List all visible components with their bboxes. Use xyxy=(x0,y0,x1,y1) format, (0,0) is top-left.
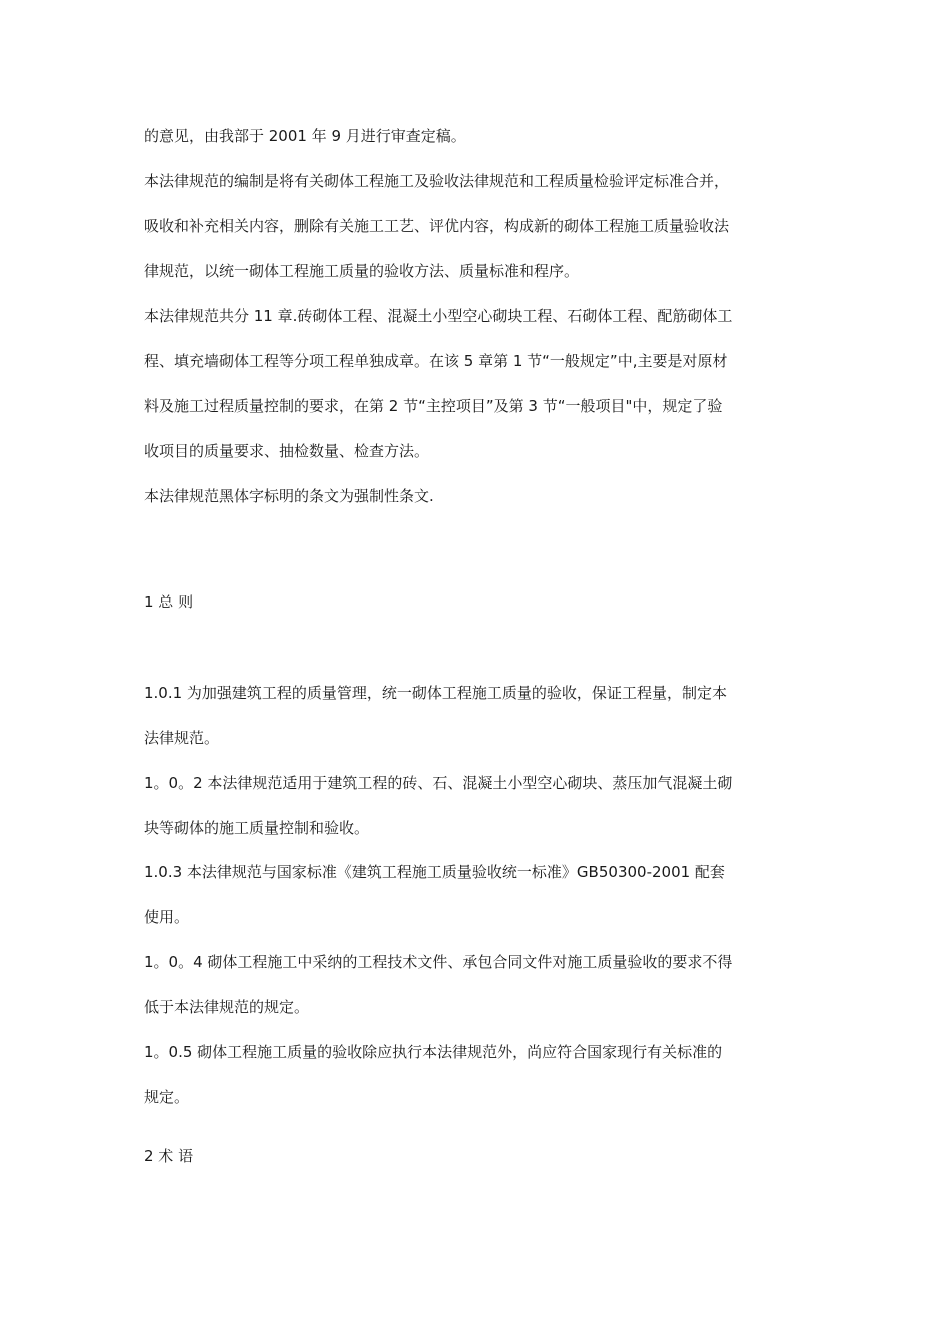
clause-line: 低于本法律规范的规定。 xyxy=(144,998,310,1016)
clause-line: 1.0.1 为加强建筑工程的质量管理，统一砌体工程施工质量的验收，保证工程量，制定本 xyxy=(144,684,727,702)
clause-line: 规定。 xyxy=(144,1088,190,1106)
paragraph-line: 程、填充墙砌体工程等分项工程单独成章。在该 5 章第 1 节“一般规定”中,主要是对原材 xyxy=(144,352,728,370)
clause-line: 法律规范。 xyxy=(144,729,220,747)
paragraph-line: 吸收和补充相关内容，删除有关施工工艺、评优内容，构成新的砌体工程施工质量验收法 xyxy=(144,217,730,235)
paragraph-line: 收项目的质量要求、抽检数量、检查方法。 xyxy=(144,442,430,460)
clause-line: 1。0。4 砌体工程施工中采纳的工程技术文件、承包合同文件对施工质量验收的要求不得 xyxy=(144,953,733,971)
clause-line: 使用。 xyxy=(144,908,190,926)
section-heading-terms: 2 术 语 xyxy=(144,1147,194,1165)
clause-line: 1.0.3 本法律规范与国家标准《建筑工程施工质量验收统一标准》GB50300-2001 配套 xyxy=(144,863,725,881)
clause-line: 块等砌体的施工质量控制和验收。 xyxy=(144,819,370,837)
section-heading-general-principles: 1 总 则 xyxy=(144,593,194,611)
paragraph-line: 本法律规范黑体字标明的条文为强制性条文. xyxy=(144,487,434,505)
paragraph-line: 本法律规范的编制是将有关砌体工程施工及验收法律规范和工程质量检验评定标准合并， xyxy=(144,172,730,190)
paragraph-line: 律规范，以统一砌体工程施工质量的验收方法、质量标准和程序。 xyxy=(144,262,580,280)
paragraph-line: 的意见，由我部于 2001 年 9 月进行审查定稿。 xyxy=(144,127,466,145)
paragraph-line: 本法律规范共分 11 章.砖砌体工程、混凝土小型空心砌块工程、石砌体工程、配筋砌体工 xyxy=(144,307,733,325)
paragraph-line: 料及施工过程质量控制的要求，在第 2 节“主控项目”及第 3 节“一般项目"中，规定了验 xyxy=(144,397,723,415)
clause-line: 1。0。2 本法律规范适用于建筑工程的砖、石、混凝土小型空心砌块、蒸压加气混凝土砌 xyxy=(144,774,733,792)
clause-line: 1。0.5 砌体工程施工质量的验收除应执行本法律规范外，尚应符合国家现行有关标准的 xyxy=(144,1043,723,1061)
